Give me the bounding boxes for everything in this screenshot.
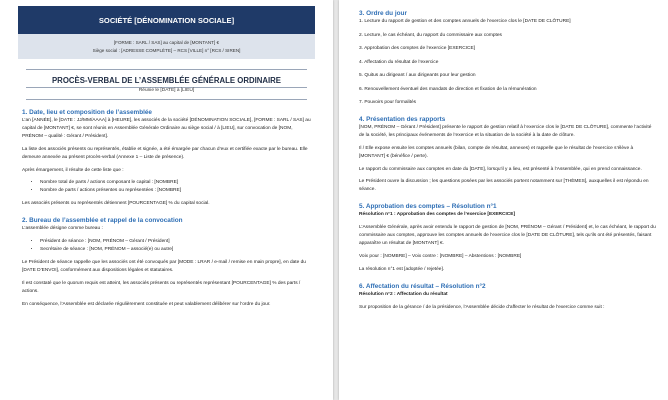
paragraph: Les associés présents ou représentés détiennent [POURCENTAGE] % du capital social. (22, 201, 210, 207)
company-name-banner: SOCIÉTÉ [DÉNOMINATION SOCIALE] (18, 6, 315, 34)
agenda-item: 1. Lecture du rapport de gestion et des comptes annuels de l’exercice clos le [DATE DE CLÔTURE] (359, 19, 571, 24)
paragraph: En conséquence, l’Assemblée est déclarée régulièrement constituée et peut valablement délibérer sur l’ordre du jour. (22, 301, 271, 307)
section-heading: 4. Présentation des rapports (359, 115, 446, 123)
resolution-title: Résolution n°2 : Affectation du résultat (359, 291, 448, 297)
agenda-item: 6. Renouvellement éventuel des mandats de direction et fixation de la rémunération (359, 86, 537, 92)
document-page-right (339, 0, 668, 400)
company-seat: Siège social : [ADRESSE COMPLÈTE] – RCS [VILLE] n° [RCS / SIREN] (92, 48, 241, 53)
agenda-item: 4. Affectation du résultat de l’exercice (359, 59, 439, 65)
paragraph: L’an [ANNÉE], le [DATE : JJ/MM/AAAA] à [HEURE], les associés de la société [DÉNOMINATION SOCIALE], [FORME : SARL / SAS] au capital de [MONTANT] €, se sont réunis en Assemblée Générale Ordinaire au siège social / à [LIEU], sur convocation de [NOM, PRÉNOM – qualité : Gérant / Président]. (22, 118, 311, 139)
agenda-item: 5. Quitus au dirigeant / aux dirigeants pour leur gestion (359, 73, 476, 78)
paragraph: Sur proposition de la gérance / de la présidence, l’Assemblée décide d’affecter le résultat de l’exercice comme suit : (359, 304, 605, 310)
section-heading: 3. Ordre du jour (359, 10, 407, 17)
document-page-left (0, 0, 333, 400)
title-divider (26, 99, 307, 100)
bullet-list (22, 179, 311, 195)
bullet-list (22, 238, 311, 254)
paragraph: [NOM, PRÉNOM – Gérant / Président] présente le rapport de gestion relatif à l’exercice clos le [DATE DE CLÔTURE], commente l’activité de la société, les principaux événements de l’exercice et la situation de la société à la date de clôture. (359, 124, 652, 138)
paragraph: La résolution n°1 est [adoptée / rejetée]. (359, 266, 445, 272)
list-item: • Nombre de parts / actions présentes ou représentées : [NOMBRE] (40, 187, 311, 195)
section-heading: 2. Bureau de l’assemblée et rappel de la convocation (22, 217, 183, 225)
resolution-title: Résolution n°1 : Approbation des comptes de l’exercice [EXERCICE] (359, 212, 516, 218)
paragraph: Le Président de séance rappelle que les associés ont été convoqués par [MODE : LRAR / e-mail / remise en main propre], en date du [DATE D’ENVOI], conformément aux dispositions légales et statutaires. (22, 259, 306, 273)
agenda-list (359, 18, 656, 107)
section-heading: 1. Date, lieu et composition de l’assemblée (22, 109, 152, 116)
section-heading: 6. Affectation du résultat – Résolution n°2 (359, 282, 486, 290)
list-item: • Nombre total de parts / actions composant le capital : [NOMBRE] (40, 179, 311, 187)
list-item: • Secrétaire de séance : [NOM, PRÉNOM – associé(e) ou autre] (40, 246, 311, 254)
paragraph: Le Président ouvre la discussion ; les questions posées par les associés portent notamment sur [THÈMES], auxquelles il est répondu en séance. (359, 179, 649, 193)
agenda-item: 7. Pouvoirs pour formalités (359, 100, 417, 105)
paragraph: Le rapport du commissaire aux comptes en date du [DATE], lorsqu’il y a lieu, est présenté à l’Assemblée, qui en prend connaissance. (359, 166, 642, 172)
agenda-item: 2. Lecture, le cas échéant, du rapport du commissaire aux comptes (359, 32, 502, 38)
company-form: [FORME : SARL / SAS] au capital de [MONTANT] € (113, 40, 220, 45)
paragraph: L’assemblée désigne comme bureau : (22, 226, 103, 232)
document-subtitle: Réunie le [DATE] à [LIEU] (138, 88, 195, 93)
paragraph: L’Assemblée Générale, après avoir entendu le rapport de gestion de [NOM, PRÉNOM – Gérant / Président] et, le cas échéant, le rapport du commissaire aux comptes, approuve les comptes annuels de l’exercice clos le [DATE DE CLÔTURE], tels qu’ils ont été présentés, faisant apparaître un résultat de [MONTANT] €. (359, 225, 656, 246)
company-details (18, 34, 315, 59)
document-title: PROCÈS-VERBAL DE L’ASSEMBLÉE GÉNÉRALE ORDINAIRE (26, 69, 307, 88)
paragraph: Il est constaté que le quorum requis est atteint, les associés présents ou représentés représentant [POURCENTAGE] % des parts / actions. (22, 280, 301, 294)
list-item: • Président de séance : [NOM, PRÉNOM – Gérant / Président] (40, 238, 311, 246)
paragraph: Il / Elle expose ensuite les comptes annuels (bilan, compte de résultat, annexes) et rappelle que le résultat de l’exercice s’élève à [MONTANT] € (bénéfice / perte). (359, 145, 634, 159)
vote-count: Voix pour : [NOMBRE] – Voix contre : [NOMBRE] – Abstentions : [NOMBRE] (359, 253, 522, 259)
paragraph: Après émargement, il résulte de cette liste que : (22, 167, 124, 173)
section-heading: 5. Approbation des comptes – Résolution n°1 (359, 203, 497, 211)
paragraph: La liste des associés présents ou représentés, établie et signée, a été émargée par chacun d’eux et certifiée exacte par le bureau. Elle demeure annexée au présent procès-verbal (Annexe 1 – Liste de présence). (22, 146, 308, 160)
agenda-item: 3. Approbation des comptes de l’exercice [EXERCICE] (359, 46, 475, 51)
